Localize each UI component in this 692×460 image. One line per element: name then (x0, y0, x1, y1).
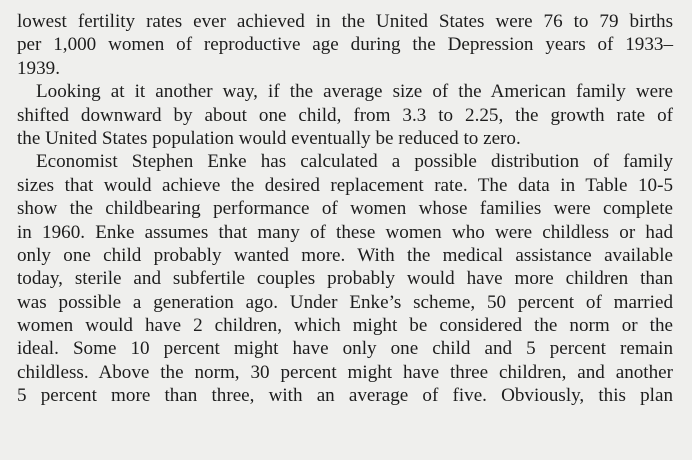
text-line: in 1960. Enke assumes that many of these women who were childless or had (17, 221, 673, 243)
text-line: the United States population would eventually be reduced to zero. (17, 127, 521, 149)
text-line: Economist Stephen Enke has calculated a possible distribution of family (36, 151, 673, 173)
text-line: shifted downward by about one child, from 3.3 to 2.25, the growth rate of (17, 104, 673, 126)
text-line: 5 percent more than three, with an average of five. Obviously, this plan (17, 385, 673, 407)
text-line: sizes that would achieve the desired replacement rate. The data in Table 10-5 (17, 174, 673, 196)
text-line: only one child probably wanted more. With the medical assistance available (17, 244, 673, 266)
text-line: ideal. Some 10 percent might have only one child and 5 percent remain (17, 338, 673, 360)
text-line: per 1,000 women of reproductive age during the Depression years of 1933– (17, 34, 673, 56)
text-line: Looking at it another way, if the average size of the American family were (36, 81, 673, 103)
body-text (17, 10, 673, 408)
text-line: today, sterile and subfertile couples probably would have more children than (17, 268, 673, 290)
text-line: was possible a generation ago. Under Enke’s scheme, 50 percent of married (17, 291, 673, 313)
text-line: 1939. (17, 57, 60, 79)
text-line: show the childbearing performance of women whose families were complete (17, 198, 673, 220)
text-line: women would have 2 children, which might be considered the norm or the (17, 315, 673, 337)
text-line: lowest fertility rates ever achieved in the United States were 76 to 79 births (17, 11, 673, 32)
text-line: childless. Above the norm, 30 percent might have three children, and another (17, 361, 673, 383)
